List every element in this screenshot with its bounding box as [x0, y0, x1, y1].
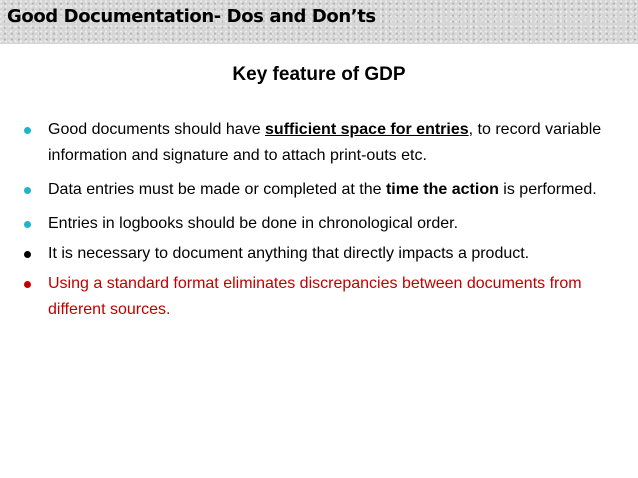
bullet-emphasis: time the action	[385, 181, 499, 198]
bullet-item	[22, 177, 604, 203]
bullet-item	[22, 117, 604, 169]
title-bar	[0, 0, 638, 44]
bullet-dot-icon	[24, 127, 31, 134]
bullet-text: Good documents should have	[48, 121, 266, 138]
bullet-text: , to record variable information and signature and to attach print-outs etc.	[48, 121, 602, 164]
bullet-text: It is necessary to document anything that directly impacts a product.	[48, 245, 530, 262]
bullet-list	[22, 117, 604, 323]
slide-title: Good Documentation- Dos and Don’ts	[7, 6, 376, 27]
bullet-text: Using a standard format eliminates discrepancies between documents from different sources.	[48, 275, 582, 318]
bullet-text: Entries in logbooks should be done in chronological order.	[48, 215, 459, 232]
bullet-dot-icon	[24, 281, 31, 288]
bullet-item	[22, 241, 604, 267]
bullet-item	[22, 211, 604, 237]
bullet-dot-icon	[24, 251, 31, 258]
bullet-text: Data entries must be made or completed at the	[48, 181, 386, 198]
slide-subtitle: Key feature of GDP	[232, 64, 406, 85]
bullet-dot-icon	[24, 221, 31, 228]
bullet-emphasis: sufficient space for entries	[265, 121, 469, 138]
bullet-item-highlighted	[22, 271, 604, 323]
bullet-text: is performed.	[498, 181, 597, 198]
bullet-dot-icon	[24, 187, 31, 194]
